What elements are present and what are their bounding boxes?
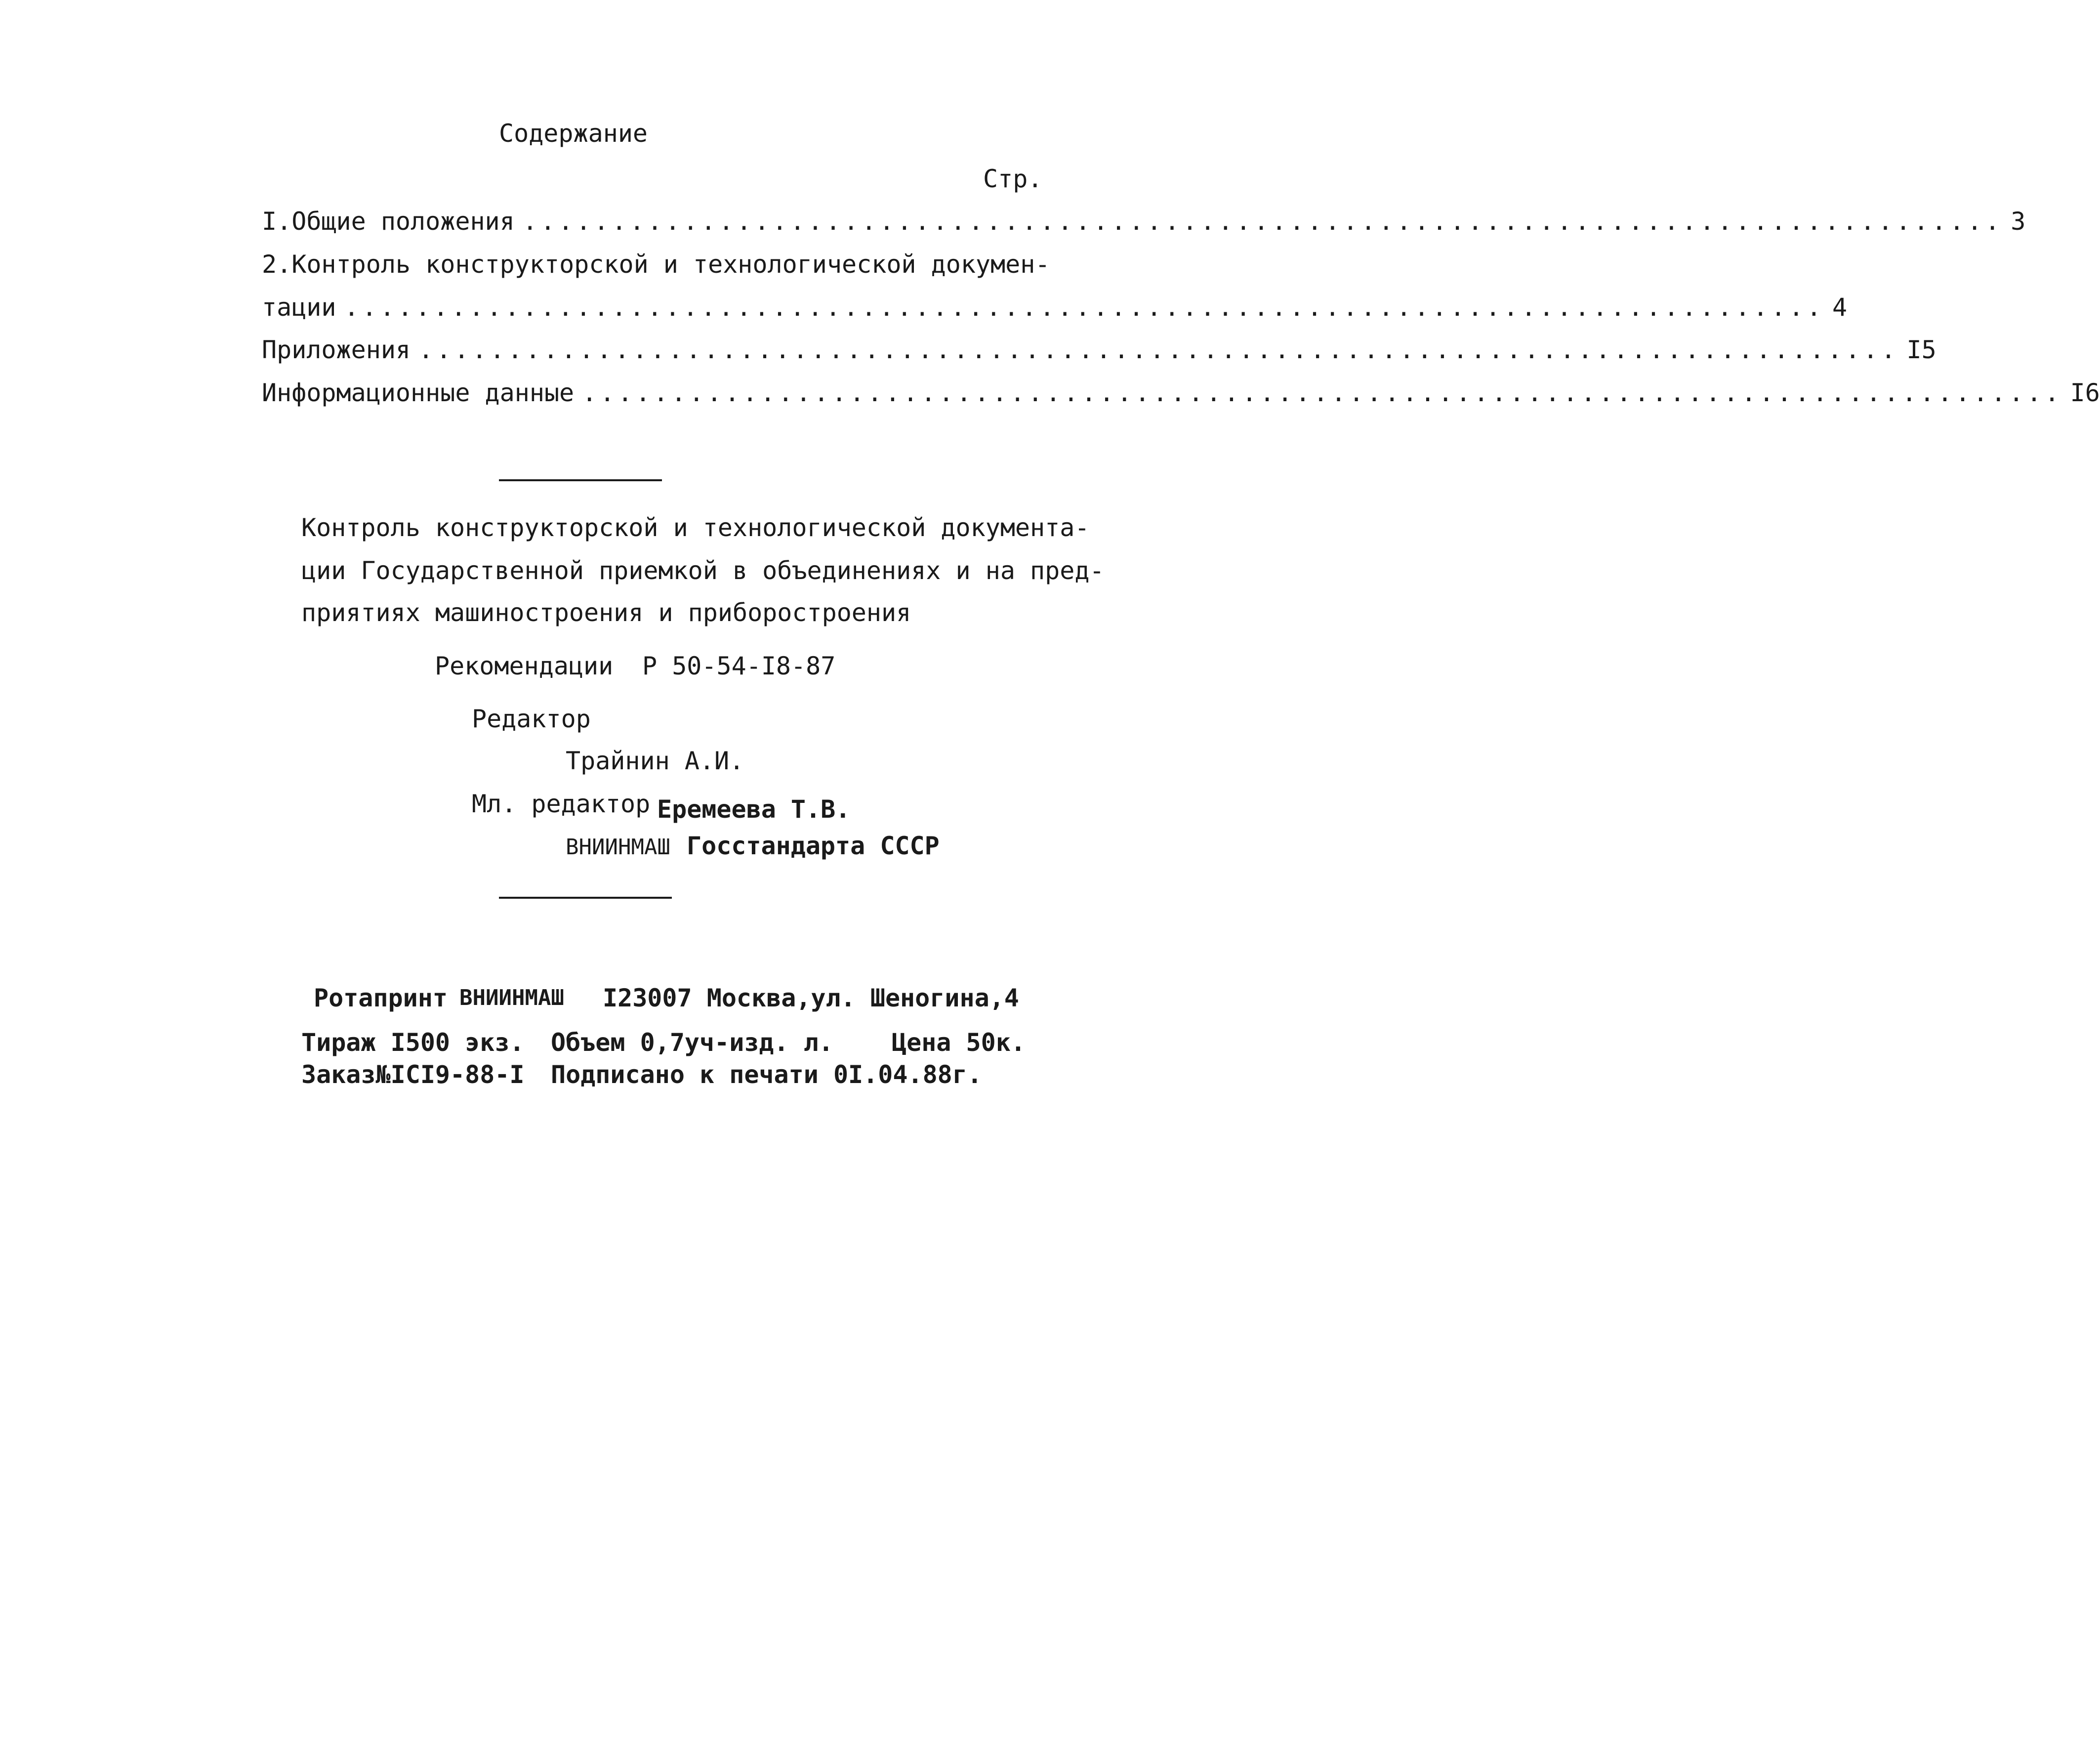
org-name: Госстандарта СССР (687, 832, 940, 860)
toc-entry-text: Контроль конструкторской и технологической докумен- (291, 250, 1050, 279)
toc-dot-leader: ................................................................................... (344, 293, 1825, 322)
imprint-title-line: ции Государственной приемкой в объединениях и на пред- (301, 556, 1105, 585)
toc-entry[interactable] (262, 378, 2100, 408)
signed-for-print: Подписано к печати 0I.04.88г. (551, 1060, 982, 1089)
doc-code: Р 50-54-I8-87 (642, 652, 836, 680)
toc-entry-text: тации (262, 293, 336, 322)
toc-dot-leader: ................................................................................... (418, 335, 1899, 364)
imprint-title-line: приятиях машиностроения и приборостроения (301, 598, 911, 627)
toc-title: Содержание (499, 119, 648, 148)
toc-entry-page: I5 (1906, 335, 1936, 364)
junior-editor-label: Мл. редактор (472, 790, 651, 818)
circulation: Тираж I500 экз. (301, 1028, 525, 1057)
toc-entry[interactable] (262, 250, 1050, 279)
toc-entry[interactable] (262, 207, 2026, 236)
toc-dot-leader: ................................................................................... (582, 378, 2062, 407)
toc-entry-number: I. (262, 207, 292, 236)
junior-editor-name: Еремеева Т.В. (657, 795, 851, 824)
editor-label: Редактор (472, 705, 591, 733)
press-name: ВНИИНМАШ (459, 985, 564, 1010)
rotaprint-label: Ротапринт (314, 984, 448, 1012)
divider (499, 897, 672, 899)
price: Цена 50к. (892, 1028, 1026, 1057)
toc-dot-leader: ................................................................................... (522, 207, 2003, 236)
toc-entry-page: 4 (1832, 293, 1848, 322)
editor-name: Трайнин А.И. (566, 747, 744, 775)
toc-entry-text: Общие положения (291, 207, 515, 236)
toc-entry-page: 3 (2011, 207, 2026, 236)
toc-entry-page: I6 (2070, 378, 2100, 407)
doc-type: Рекомендации (435, 652, 614, 680)
org-prefix: ВНИИНМАШ (566, 835, 670, 860)
divider (499, 479, 662, 481)
toc-entry[interactable] (262, 335, 1936, 365)
volume: Объем 0,7уч-изд. л. (551, 1028, 833, 1057)
order-number: Заказ№IСI9-88-I (301, 1060, 525, 1089)
press-address: I23007 Москва,ул. Шеногина,4 (603, 984, 1019, 1012)
toc-entry[interactable] (262, 292, 1848, 322)
toc-entry-number: 2. (262, 250, 292, 279)
toc-entry-text: Приложения (262, 335, 411, 364)
toc-page-header: Стр. (983, 165, 1043, 193)
imprint-title-line: Контроль конструкторской и технологической документа- (301, 513, 1090, 542)
toc-entry-text: Информационные данные (262, 378, 575, 407)
